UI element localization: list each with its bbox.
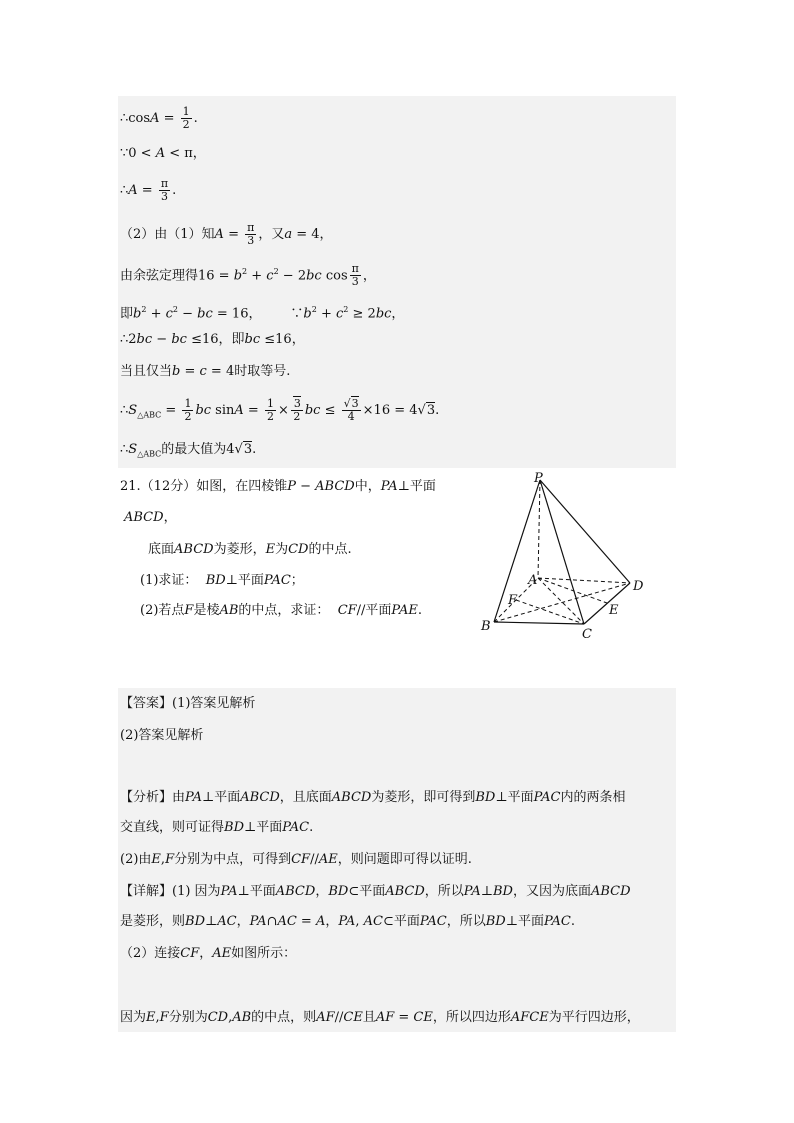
- label-P: P: [534, 471, 543, 486]
- edge-AD: [538, 578, 630, 583]
- pyramid-figure: [478, 470, 658, 640]
- detail-line4: 因为E,F分别为CD,AB的中点，则AF//CE且AF = CE，所以四边形AFCE为平行四边形，: [120, 1010, 640, 1025]
- label-D: D: [633, 579, 644, 594]
- solution-equality-condition: 当且仅当b = c = 4时取等号.: [120, 364, 291, 379]
- solution-equation: 即$b^2 + c^2$ − bc = 16， $\because b^2 + c^2 \ge 2bc$，: [120, 305, 405, 322]
- label-B: B: [481, 619, 491, 634]
- edge-BC: [494, 622, 584, 624]
- solution-line-A: ∴A = $\frac{\pi}{3}$ .: [120, 177, 177, 203]
- solution-line-cosA: ∴cosA = $\frac{1}{2}$ .: [120, 105, 198, 131]
- solution-area: $\therefore S_{\triangle ABC}$ = $\frac{1}{2}$ bc sinA = $\frac{1}{2}$ × $\frac{3}{2}$ bc ≤ $\frac{√3}{4}$ ×16 = 4√3.: [120, 397, 440, 423]
- solution-part2-intro: （2）由（1）知A = $\frac{\pi}{3}$ ，又a = 4，: [120, 221, 333, 247]
- label-A: A: [528, 573, 538, 588]
- solution-line-range: ∵0 < A < π，: [120, 146, 206, 161]
- analysis-line3: (2)由E,F分别为中点，可得到CF//AE，则问题即可得以证明.: [120, 852, 472, 867]
- detail-line2: 是菱形，则BD⊥AC，PA∩AC = A，PA, AC⊂平面PAC，所以BD⊥平面PAC.: [120, 914, 575, 929]
- problem21-line4: (1)求证： BD⊥平面PAC；: [140, 573, 304, 588]
- analysis-line1: 【分析】由PA⊥平面ABCD，且底面ABCD为菱形，即可得到BD⊥平面PAC内的两条相: [120, 790, 626, 805]
- problem21-line3: 底面ABCD为菱形，E为CD的中点.: [148, 542, 352, 557]
- edge-PD: [540, 480, 630, 583]
- problem21-line1: 21.（12分）如图，在四棱锥P − ABCD中，PA⊥平面: [120, 479, 436, 494]
- label-F: F: [508, 593, 518, 608]
- detail-line3: （2）连接CF，AE如图所示：: [120, 946, 297, 961]
- answer-line2: (2)答案见解析: [120, 728, 204, 743]
- solution-cosine-law: 由余弦定理得$16 = b^2 + c^2 - 2bc$ cos $\frac{\pi}{3}$ ，: [120, 262, 376, 289]
- label-E: E: [609, 603, 619, 618]
- edge-PA: [538, 480, 540, 578]
- detail-line1: 【详解】(1) 因为PA⊥平面ABCD，BD⊂平面ABCD，所以PA⊥BD，又因为底面ABCD: [120, 884, 631, 899]
- solution-inequality: ∴2bc − bc ≤16，即bc ≤16，: [120, 332, 305, 347]
- answer-line1: 【答案】(1)答案见解析: [120, 696, 256, 711]
- analysis-line2: 交直线，则可证得BD⊥平面PAC.: [120, 820, 314, 835]
- edge-CD: [584, 583, 630, 624]
- segment-AE: [538, 578, 607, 603]
- label-C: C: [582, 627, 592, 640]
- problem21-line5: (2)若点F是棱AB的中点，求证： CF//平面PAE.: [140, 603, 422, 618]
- solution-max-area: $\therefore S_{\triangle ABC}$的最大值为4√3.: [120, 442, 257, 459]
- problem21-line2: ABCD，: [124, 510, 177, 525]
- segment-CF: [516, 600, 584, 624]
